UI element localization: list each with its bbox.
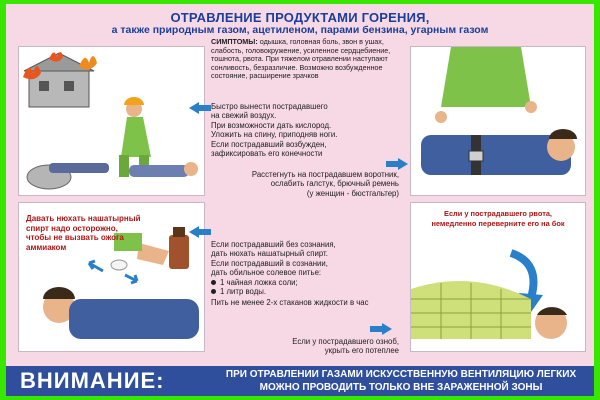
bullet-icon [211, 280, 216, 285]
bullet-salt: 1 чайная ложка соли; [211, 278, 401, 287]
poster-subtitle: а также природным газом, ацетиленом, парами бензина, угарным газом [111, 24, 489, 36]
symptoms-label: СИМПТОМЫ: [211, 37, 258, 46]
warning-line-2: МОЖНО ПРОВОДИТЬ ТОЛЬКО ВНЕ ЗАРАЖЕННОЙ ЗОНЫ [259, 382, 543, 393]
attention-heading: ВНИМАНИЕ: [20, 368, 165, 393]
step-loosen-clothing: Расстегнуть на пострадавшем воротник, ослабить галстук, брючный ремень (у женщин - бюстгальтер) [251, 170, 399, 198]
illustration-rescue-panel [18, 46, 205, 196]
step-keep-warm: Если у пострадавшего озноб, укрыть его потеплее [292, 337, 399, 356]
belt-illustration [411, 47, 585, 195]
illustration-belt-panel [410, 46, 586, 196]
bullet-icon [211, 289, 216, 294]
arrow-left-icon [189, 102, 211, 114]
arrow-right-icon [370, 323, 392, 335]
poster-title: ОТРАВЛЕНИЕ ПРОДУКТАМИ ГОРЕНИЯ, [170, 10, 430, 25]
step-ammonia-drink: Если пострадавший без сознания, дать нюхать нашатырный спирт. Если пострадавший в сознании, дать обильное солевое питье: 1 чайная ложка соли; 1 литр воды. Пить не менее 2-х стаканов жидкости в час [211, 240, 401, 308]
rescue-illustration [19, 47, 204, 195]
warning-line-1: ПРИ ОТРАВЛЕНИИ ГАЗАМИ ИСКУССТВЕННУЮ ВЕНТИЛЯЦИЮ ЛЕГКИХ [225, 369, 577, 380]
vomit-warning: Если у пострадавшего рвота, немедленно переверните его на бок [431, 209, 565, 228]
arrow-right-icon [386, 158, 408, 170]
arrow-left-icon [189, 226, 211, 238]
bullet-water: 1 литр воды. [211, 287, 401, 296]
ammonia-warning: Давать нюхать нашатырный спирт надо осторожно, чтобы не вызвать ожога аммиаком [26, 214, 141, 252]
step-evacuate: Быстро вынести пострадавшего на свежий воздух. При возможности дать кислород. Уложить на спину, приподняв ноги. Если пострадавший возбужден, зафиксировать его конечности [211, 102, 338, 159]
poster [6, 4, 594, 396]
warning-banner [6, 366, 594, 396]
symptoms-body: одышка, головная боль, звон в ушах, слабость, головокружение, усиленное сердцебиение, тошнота, рвота. При тяжелом отравлении наступают сонливость, безразличие. Возможно возбужденное состояние, расширение зрачков [211, 37, 391, 81]
symptoms-text [211, 38, 401, 81]
